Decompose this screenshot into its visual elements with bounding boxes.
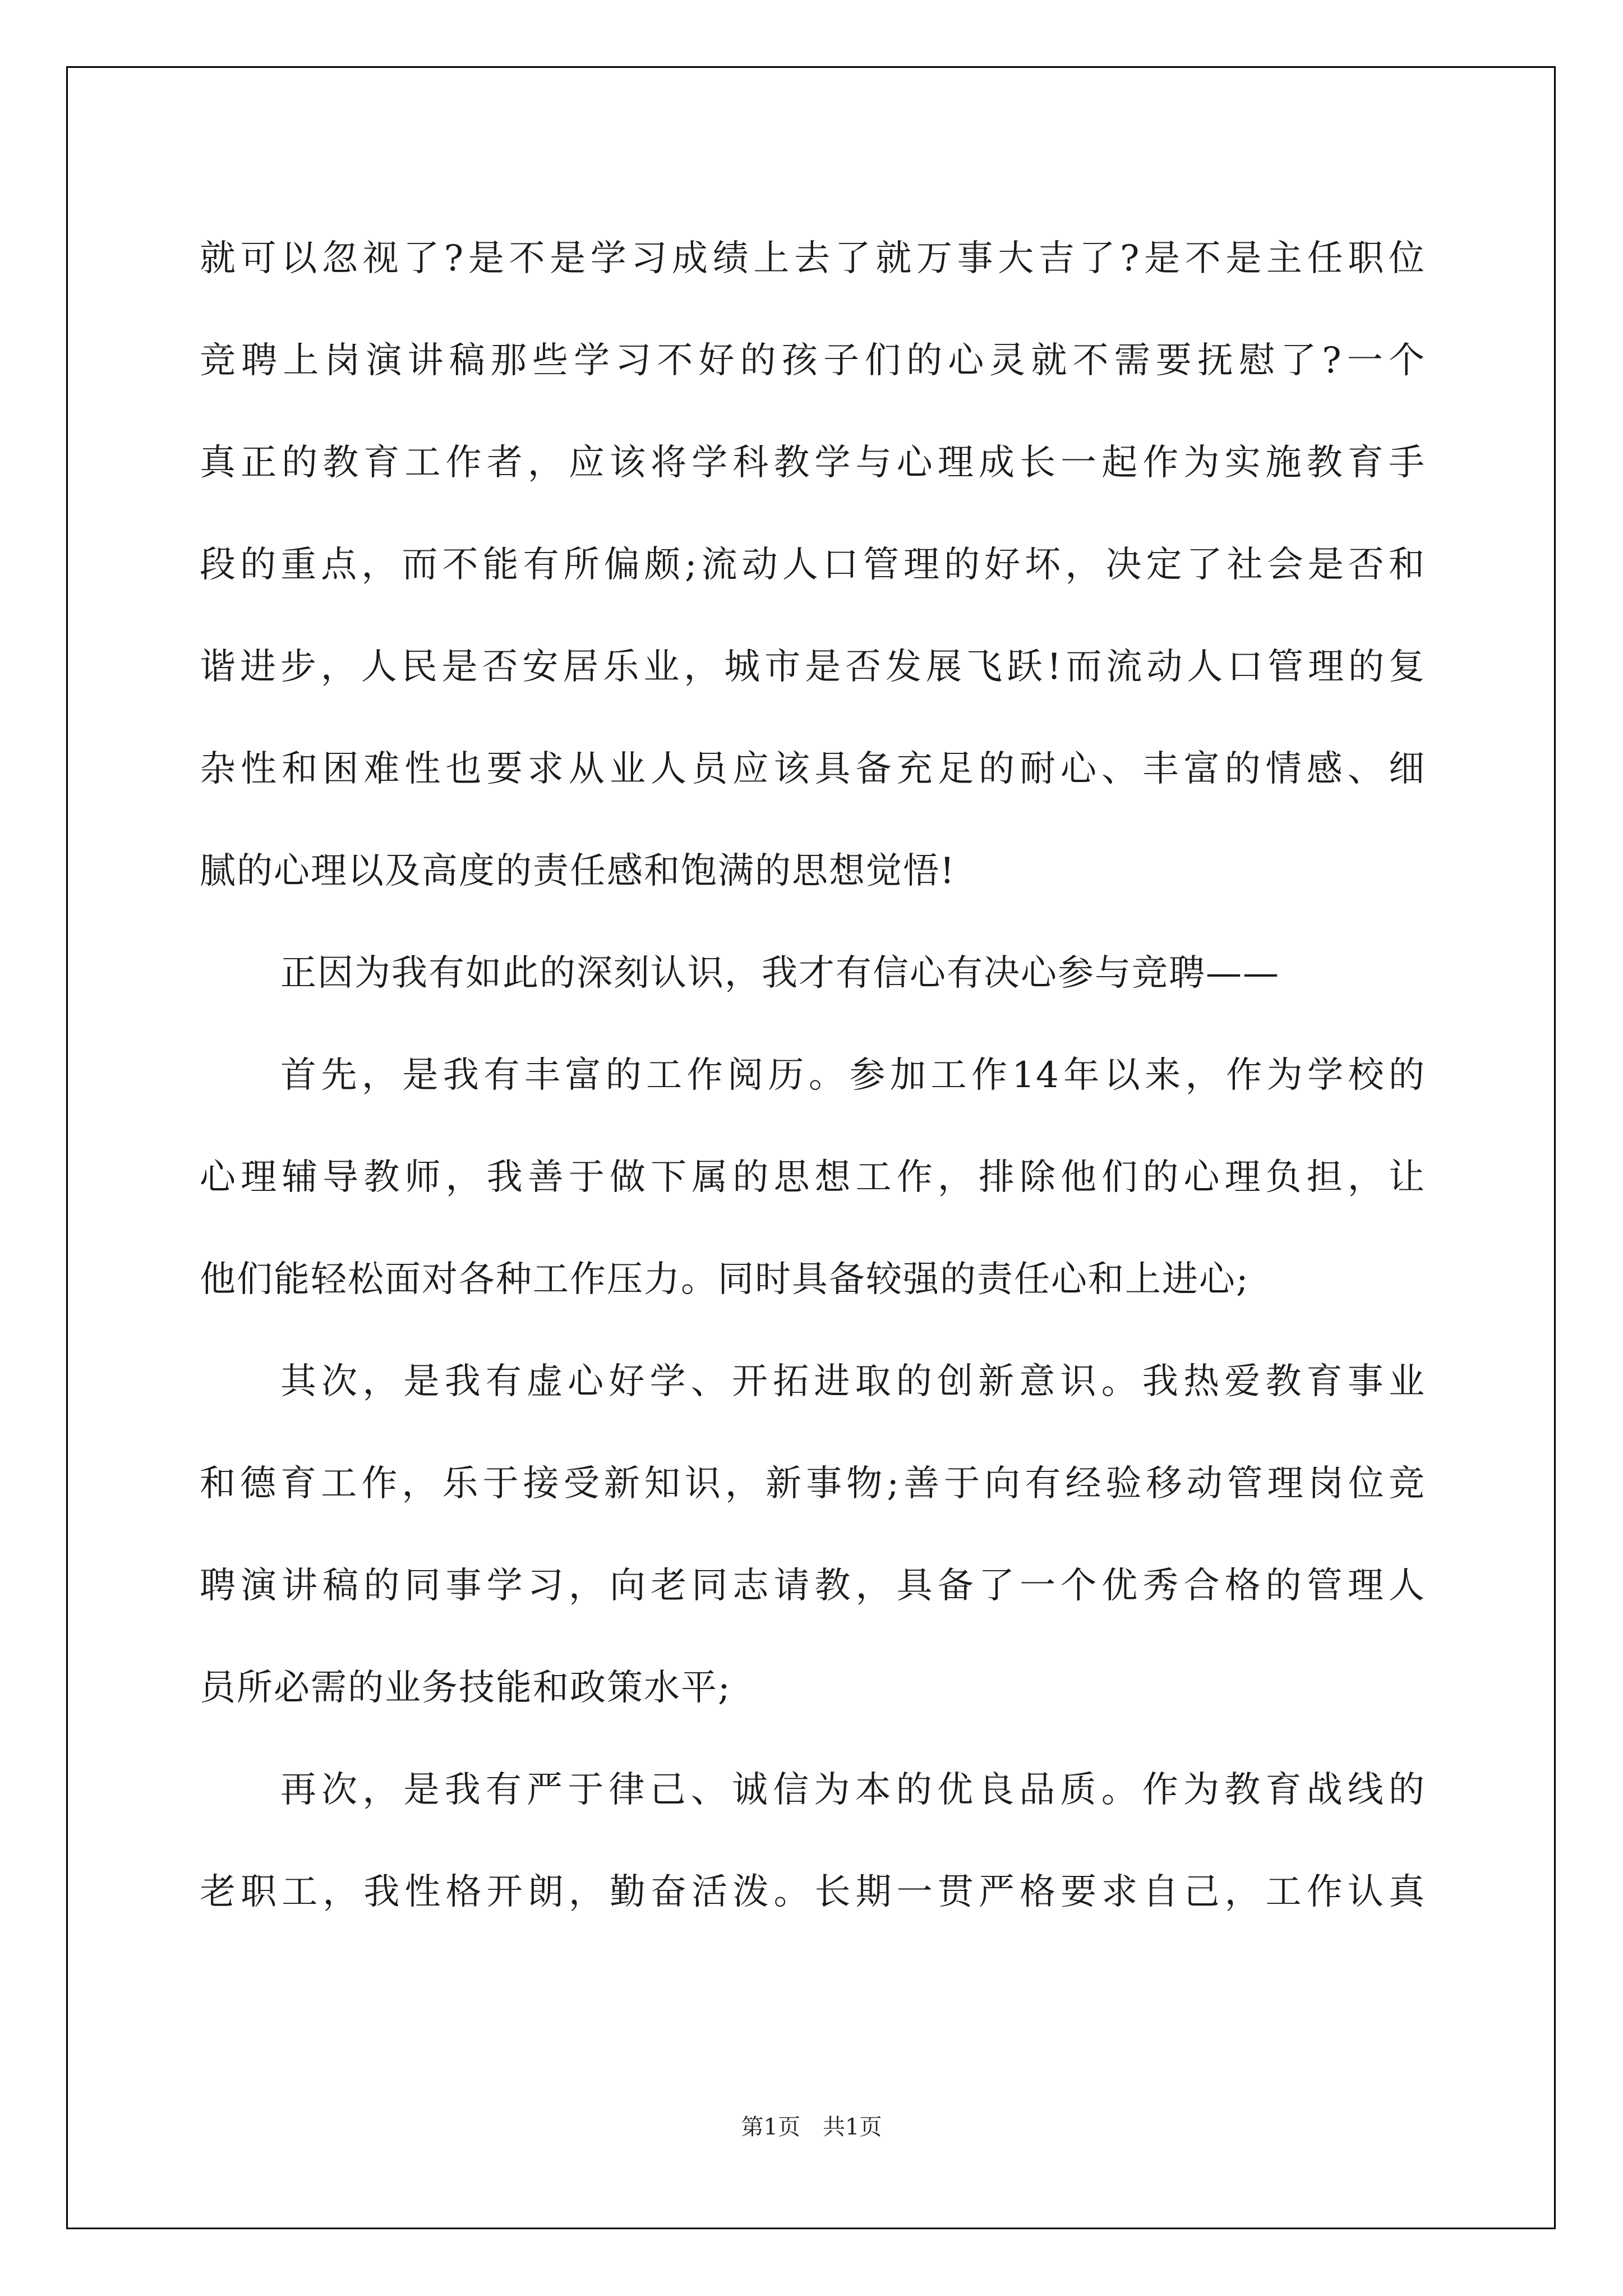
page-number-footer: 第1页 共1页 [741, 2114, 882, 2140]
text-line: 谐进步，人民是否安居乐业，城市是否发展飞跃!而流动人口管理的复 [200, 646, 1426, 688]
paragraph-start-line: 再次，是我有严于律己、诚信为本的优良品质。作为教育战线的 [280, 1769, 1426, 1811]
text-line: 心理辅导教师，我善于做下属的思想工作，排除他们的心理负担，让 [200, 1157, 1426, 1198]
text-line: 老职工，我性格开朗，勤奋活泼。长期一贯严格要求自己，工作认真 [200, 1871, 1426, 1913]
text-line: 真正的教育工作者，应该将学科教学与心理成长一起作为实施教育手 [200, 442, 1426, 484]
text-line: 员所必需的业务技能和政策水平; [200, 1667, 731, 1709]
paragraph-start-line: 正因为我有如此的深刻认识，我才有信心有决心参与竞聘—— [280, 953, 1280, 994]
text-line: 他们能轻松面对各种工作压力。同时具备较强的责任心和上进心; [200, 1259, 1249, 1300]
text-line: 杂性和困难性也要求从业人员应该具备充足的耐心、丰富的情感、细 [200, 748, 1426, 790]
text-line: 和德育工作，乐于接受新知识，新事物;善于向有经验移动管理岗位竞 [200, 1463, 1426, 1504]
text-line: 腻的心理以及高度的责任感和饱满的思想觉悟! [200, 850, 956, 892]
text-line: 聘演讲稿的同事学习，向老同志请教，具备了一个优秀合格的管理人 [200, 1565, 1426, 1607]
paragraph-start-line: 首先，是我有丰富的工作阅历。参加工作14年以来，作为学校的 [280, 1055, 1426, 1096]
document-body [200, 208, 1426, 1943]
text-line: 就可以忽视了?是不是学习成绩上去了就万事大吉了?是不是主任职位 [200, 238, 1426, 279]
text-line: 竞聘上岗演讲稿那些学习不好的孩子们的心灵就不需要抚慰了?一个 [200, 340, 1426, 381]
paragraph-start-line: 其次，是我有虚心好学、开拓进取的创新意识。我热爱教育事业 [280, 1361, 1426, 1402]
text-line: 段的重点，而不能有所偏颇;流动人口管理的好坏，决定了社会是否和 [200, 544, 1426, 586]
